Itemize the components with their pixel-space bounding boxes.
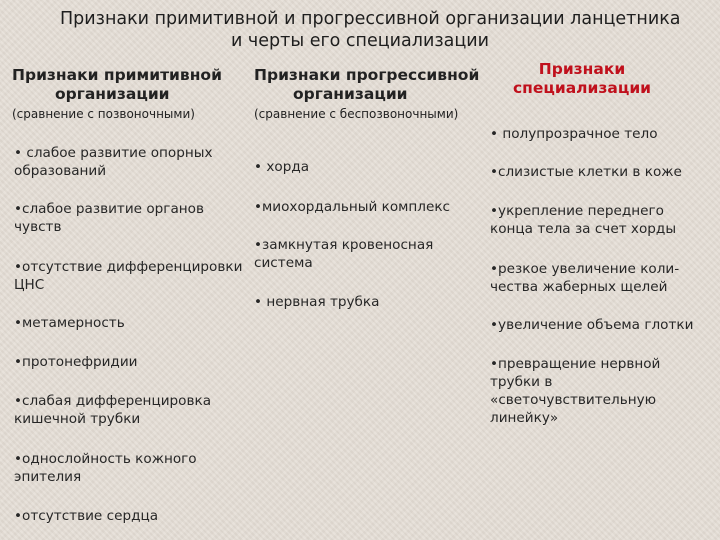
- progressive-subheader: (сравнение с беспозвоночными): [254, 107, 459, 121]
- specialization-item: •слизистые клетки в коже: [490, 164, 682, 180]
- primitive-item: •отсутствие дифференцировки ЦНС: [14, 259, 243, 293]
- progressive-item: • хорда: [254, 159, 310, 175]
- progressive-header-line-2: организации: [293, 85, 408, 103]
- primitive-header-line-2: организации: [55, 85, 170, 103]
- primitive-subheader: (сравнение с позвоночными): [12, 107, 195, 121]
- primitive-item: •слабое развитие органов чувств: [14, 201, 205, 235]
- progressive-column-header: [254, 66, 484, 121]
- specialization-item: •превращение нервной трубки в «светочувствительную линейку»: [490, 356, 661, 426]
- progressive-header-line-1: Признаки прогрессивной: [254, 66, 480, 84]
- specialization-column-header: [492, 60, 672, 98]
- specialization-item: •резкое увеличение коли- чества жаберных щелей: [490, 261, 680, 295]
- primitive-column-header: [12, 66, 252, 121]
- primitive-item: •протонефридии: [14, 354, 138, 370]
- primitive-item: • слабое развитие опорных образований: [14, 145, 213, 179]
- title-line-2: и черты его специализации: [230, 31, 490, 51]
- page-title: [60, 8, 681, 52]
- specialization-header-line-2: специализации: [512, 79, 652, 97]
- title-line-1: Признаки примитивной и прогрессивной организации ланцетника: [60, 9, 681, 29]
- specialization-item: •укрепление переднего конца тела за счет хорды: [490, 203, 677, 237]
- progressive-item: • нервная трубка: [254, 294, 380, 310]
- primitive-item: •отсутствие сердца: [14, 508, 159, 524]
- progressive-item: •миохордальный комплекс: [254, 199, 451, 215]
- specialization-item: • полупрозрачное тело: [490, 126, 658, 142]
- primitive-item: •метамерность: [14, 315, 125, 331]
- primitive-item: •слабая дифференцировка кишечной трубки: [14, 393, 212, 427]
- specialization-header-line-1: Признаки: [538, 60, 626, 78]
- primitive-header-line-1: Признаки примитивной: [12, 66, 222, 84]
- primitive-item: •однослойность кожного эпителия: [14, 451, 197, 485]
- specialization-item: •увеличение объема глотки: [490, 317, 694, 333]
- progressive-item: •замкнутая кровеносная система: [254, 237, 434, 271]
